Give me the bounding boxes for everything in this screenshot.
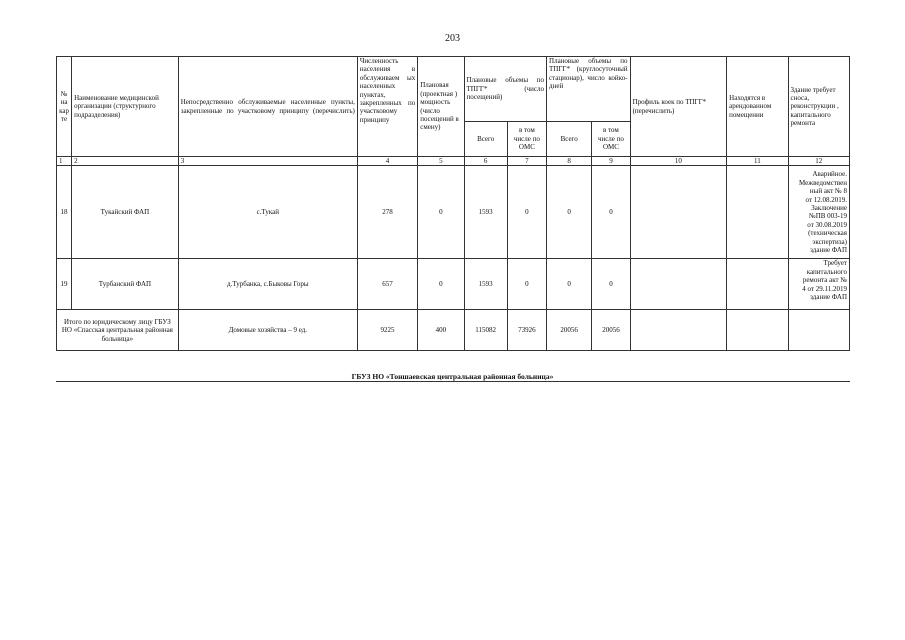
- beds-total: 0: [547, 259, 592, 310]
- row-number: 19: [57, 259, 72, 310]
- column-number: 9: [592, 157, 630, 166]
- column-number: 11: [727, 157, 788, 166]
- header-bed-profile: Профиль коек по ТПГГ* (перечислить): [630, 57, 727, 157]
- settlements: с.Тукай: [178, 166, 357, 259]
- total-beds-oms: 20056: [592, 310, 630, 351]
- total-visits-oms: 73926: [507, 310, 546, 351]
- population: 657: [357, 259, 417, 310]
- header-visits-oms: в том числе по ОМС: [507, 122, 546, 157]
- total-capacity: 400: [418, 310, 464, 351]
- organization-name: Турбанский ФАП: [72, 259, 179, 310]
- building-state: Требует капитального ремонта акт № 4 от 29.11.2019 здание ФАП: [788, 259, 849, 310]
- building-state: Аварийное. Межведомствен ный акт № 8 от 12.08.2019. Заключение №ПВ 003-19 от 30.08.2019 (техническая экспертиза) здание ФАП: [788, 166, 849, 259]
- column-number: 8: [547, 157, 592, 166]
- header-capacity: Плановая (проектная ) мощность (число посещений в смену): [418, 57, 464, 157]
- column-number: 6: [464, 157, 507, 166]
- column-number: 7: [507, 157, 546, 166]
- capacity: 0: [418, 259, 464, 310]
- header-settlements: Непосредственно обслуживаемые населенные пункты, закрепленные по участковому принципу (перечислить): [178, 57, 357, 157]
- total-rented: [727, 310, 788, 351]
- rented: [727, 259, 788, 310]
- header-visits-total: Всего: [464, 122, 507, 157]
- beds-total: 0: [547, 166, 592, 259]
- header-building-state: Здание требует сноса, реконструкции , капитального ремонта: [788, 57, 849, 157]
- column-number: 3: [178, 157, 357, 166]
- total-visits-total: 115082: [464, 310, 507, 351]
- header-map-number: № на кар те: [57, 57, 72, 157]
- next-organization-title: ГБУЗ НО «Тоншаевская центральная районная больница»: [351, 372, 554, 381]
- row-number: 18: [57, 166, 72, 259]
- table-row: [57, 166, 850, 259]
- header-rented: Находятся в арендованном помещении: [727, 57, 788, 157]
- total-label: Итого по юридическому лицу ГБУЗ НО «Спасская центральная районная больница»: [57, 310, 179, 351]
- visits-oms: 0: [507, 166, 546, 259]
- total-building-state: [788, 310, 849, 351]
- column-number: 10: [630, 157, 727, 166]
- beds-oms: 0: [592, 259, 630, 310]
- column-number: 2: [72, 157, 179, 166]
- total-beds-total: 20056: [547, 310, 592, 351]
- facilities-table: [56, 56, 850, 351]
- column-number: 4: [357, 157, 417, 166]
- visits-total: 1593: [464, 259, 507, 310]
- beds-oms: 0: [592, 166, 630, 259]
- header-visits: Плановые объемы по ТПГГ* (число посещений): [464, 57, 547, 122]
- header-beds-oms: в том числе по ОМС: [592, 122, 630, 157]
- total-bed-profile: [630, 310, 727, 351]
- settlements: д.Турбанка, с.Быковы Горы: [178, 259, 357, 310]
- header-population: Численность населения в обслуживаем ых населенных пунктах, закрепленных по участковому принципу: [357, 57, 417, 157]
- table-row: [57, 259, 850, 310]
- visits-total: 1593: [464, 166, 507, 259]
- divider: [56, 381, 850, 382]
- column-number: 5: [418, 157, 464, 166]
- bed-profile: [630, 166, 727, 259]
- population: 278: [357, 166, 417, 259]
- total-row: [57, 310, 850, 351]
- page-number: 203: [445, 33, 460, 44]
- visits-oms: 0: [507, 259, 546, 310]
- column-number-row: [57, 157, 850, 166]
- header-beds-total: Всего: [547, 122, 592, 157]
- column-number: 12: [788, 157, 849, 166]
- rented: [727, 166, 788, 259]
- capacity: 0: [418, 166, 464, 259]
- organization-name: Тукайский ФАП: [72, 166, 179, 259]
- total-settlements: Домовые хозяйства – 9 ед.: [178, 310, 357, 351]
- total-population: 9225: [357, 310, 417, 351]
- header-beds: Плановые объемы по ТПГГ* (круглосуточный стационар), число койко-дней: [547, 57, 631, 122]
- bed-profile: [630, 259, 727, 310]
- column-number: 1: [57, 157, 72, 166]
- header-row: [57, 57, 850, 122]
- header-organization: Наименование медицинской организации (структурного подразделения): [72, 57, 179, 157]
